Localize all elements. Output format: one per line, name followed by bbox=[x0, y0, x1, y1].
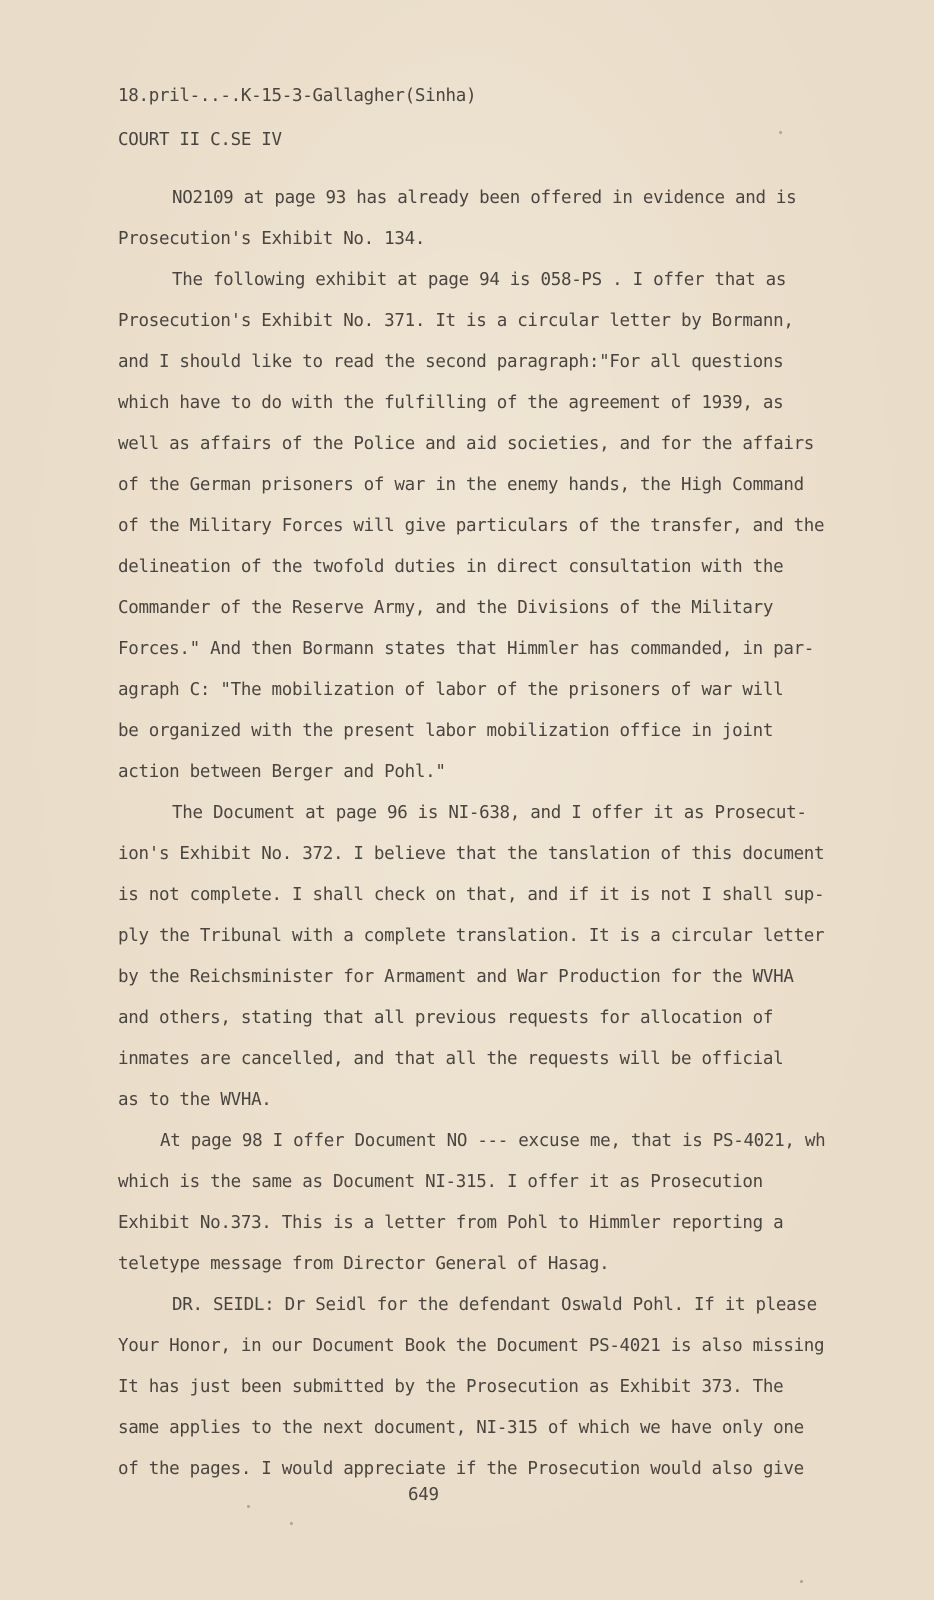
text-line: action between Berger and Pohl." bbox=[118, 762, 446, 782]
text-line: ion's Exhibit No. 372. I believe that the tanslation of this document bbox=[118, 844, 825, 864]
header-reference-line: 18.pril-..-.K-15-3-Gallagher(Sinha) bbox=[118, 86, 477, 106]
text-line: teletype message from Director General of Hasag. bbox=[118, 1254, 610, 1274]
paper-speck bbox=[800, 1580, 803, 1583]
text-line: delineation of the twofold duties in direct consultation with the bbox=[118, 557, 784, 577]
text-line: NO2109 at page 93 has already been offered in evidence and is bbox=[172, 188, 797, 208]
paper-speck bbox=[247, 1505, 250, 1508]
text-line: and others, stating that all previous requests for allocation of bbox=[118, 1008, 774, 1028]
text-line: be organized with the present labor mobilization office in joint bbox=[118, 721, 774, 741]
text-line: DR. SEIDL: Dr Seidl for the defendant Oswald Pohl. If it please bbox=[172, 1295, 817, 1315]
text-line: which have to do with the fulfilling of the agreement of 1939, as bbox=[118, 393, 784, 413]
text-line: It has just been submitted by the Prosecution as Exhibit 373. The bbox=[118, 1377, 784, 1397]
paper-speck bbox=[290, 1522, 293, 1525]
text-line: by the Reichsminister for Armament and War Production for the WVHA bbox=[118, 967, 794, 987]
text-line: Commander of the Reserve Army, and the Divisions of the Military bbox=[118, 598, 774, 618]
text-line: Exhibit No.373. This is a letter from Pohl to Himmler reporting a bbox=[118, 1213, 784, 1233]
text-line: Prosecution's Exhibit No. 371. It is a circular letter by Bormann, bbox=[118, 311, 794, 331]
paper-speck bbox=[779, 131, 782, 134]
text-line: of the German prisoners of war in the enemy hands, the High Command bbox=[118, 475, 804, 495]
text-line: Your Honor, in our Document Book the Document PS-4021 is also missing bbox=[118, 1336, 825, 1356]
text-line: The following exhibit at page 94 is 058-PS . I offer that as bbox=[172, 270, 787, 290]
text-line: of the Military Forces will give particulars of the transfer, and the bbox=[118, 516, 825, 536]
page-number: 649 bbox=[408, 1485, 439, 1505]
text-line: well as affairs of the Police and aid societies, and for the affairs bbox=[118, 434, 815, 454]
text-line: Prosecution's Exhibit No. 134. bbox=[118, 229, 426, 249]
text-line: The Document at page 96 is NI-638, and I offer it as Prosecut- bbox=[172, 803, 807, 823]
text-line: and I should like to read the second paragraph:"For all questions bbox=[118, 352, 784, 372]
text-line: inmates are cancelled, and that all the requests will be official bbox=[118, 1049, 784, 1069]
text-line: of the pages. I would appreciate if the Prosecution would also give bbox=[118, 1459, 804, 1479]
text-line: same applies to the next document, NI-315 of which we have only one bbox=[118, 1418, 804, 1438]
text-line: as to the WVHA. bbox=[118, 1090, 272, 1110]
text-line: ply the Tribunal with a complete translation. It is a circular letter bbox=[118, 926, 825, 946]
text-line: which is the same as Document NI-315. I offer it as Prosecution bbox=[118, 1172, 763, 1192]
text-line: Forces." And then Bormann states that Himmler has commanded, in par- bbox=[118, 639, 815, 659]
text-line: agraph C: "The mobilization of labor of the prisoners of war will bbox=[118, 680, 784, 700]
header-court-line: COURT II C.SE IV bbox=[118, 130, 282, 150]
text-line: is not complete. I shall check on that, and if it is not I shall sup- bbox=[118, 885, 825, 905]
text-line: At page 98 I offer Document NO --- excuse me, that is PS-4021, wh bbox=[160, 1131, 826, 1151]
